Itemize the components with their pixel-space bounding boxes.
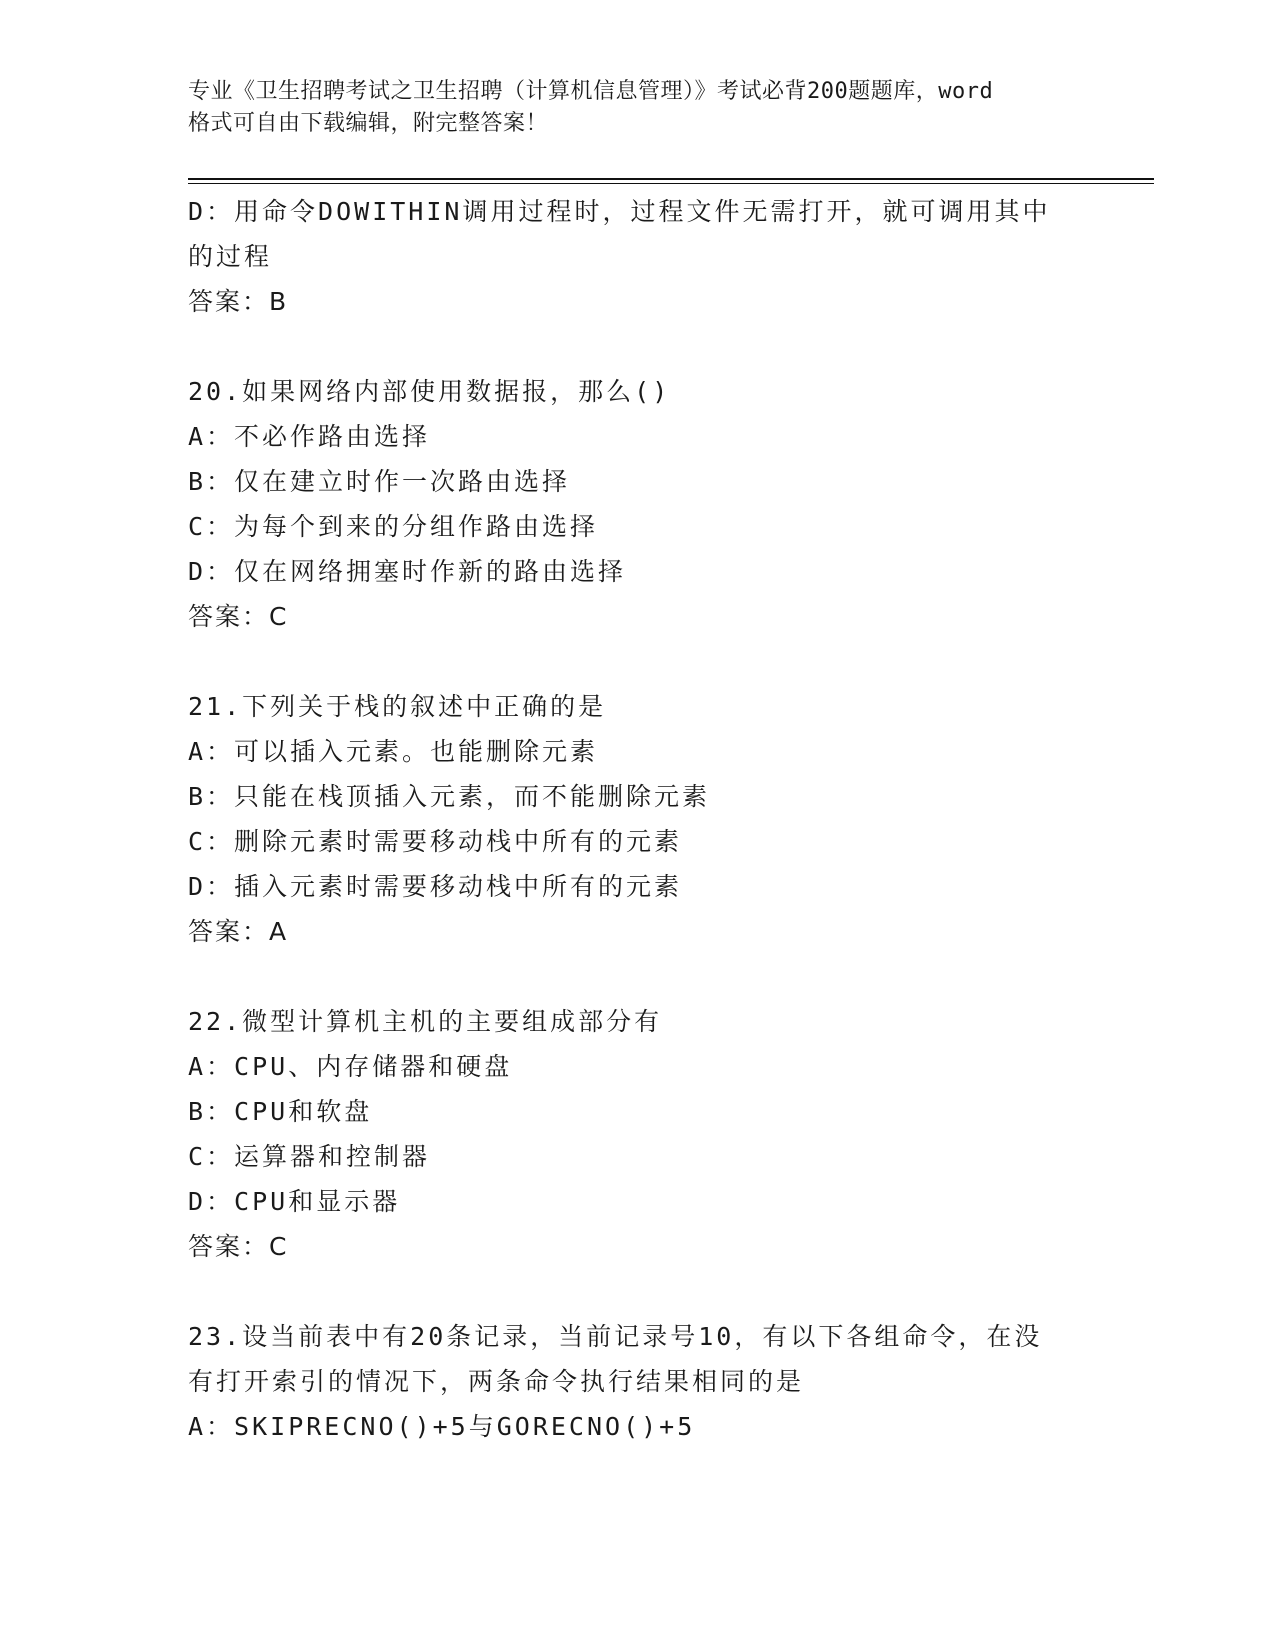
answer: 答案：C — [188, 602, 289, 631]
question-stem: 21.下列关于栈的叙述中正确的是 — [188, 692, 607, 721]
option-d-continued: 的过程 — [188, 242, 273, 271]
option-c: C：删除元素时需要移动栈中所有的元素 — [188, 827, 683, 856]
question-stem-continued: 有打开索引的情况下，两条命令执行结果相同的是 — [188, 1367, 805, 1396]
option-d: D：插入元素时需要移动栈中所有的元素 — [188, 872, 683, 901]
spacer — [188, 325, 1088, 369]
option-c: C：运算器和控制器 — [188, 1142, 431, 1171]
question-stem: 23.设当前表中有20条记录，当前记录号10，有以下各组命令，在没 — [188, 1322, 1043, 1351]
header-title-line-1: 专业《卫生招聘考试之卫生招聘（计算机信息管理）》考试必背200题题库，word — [188, 79, 994, 104]
option-a: A：可以插入元素。也能删除元素 — [188, 737, 599, 766]
option-b: B：仅在建立时作一次路由选择 — [188, 467, 571, 496]
option-d: D：仅在网络拥塞时作新的路由选择 — [188, 557, 627, 586]
option-a: A：CPU、内存储器和硬盘 — [188, 1052, 513, 1081]
spacer — [188, 1270, 1088, 1314]
question-21 — [188, 684, 1088, 955]
header-divider — [188, 178, 1154, 184]
spacer — [188, 640, 1088, 684]
option-d: D：用命令DOWITHIN调用过程时，过程文件无需打开，就可调用其中 — [188, 197, 1051, 226]
option-a: A：不必作路由选择 — [188, 422, 431, 451]
answer: 答案：B — [188, 287, 289, 316]
document-header — [188, 76, 1088, 140]
question-23 — [188, 1314, 1088, 1449]
question-list — [188, 189, 1088, 1449]
option-b: B：只能在栈顶插入元素，而不能删除元素 — [188, 782, 711, 811]
answer: 答案：C — [188, 1232, 289, 1261]
answer: 答案：A — [188, 917, 289, 946]
option-c: C：为每个到来的分组作路由选择 — [188, 512, 599, 541]
question-stem: 22.微型计算机主机的主要组成部分有 — [188, 1007, 663, 1036]
option-a: A：SKIPRECNO()+5与GORECNO()+5 — [188, 1412, 696, 1441]
option-b: B：CPU和软盘 — [188, 1097, 373, 1126]
question-22 — [188, 999, 1088, 1270]
spacer — [188, 955, 1088, 999]
header-title-line-2: 格式可自由下载编辑，附完整答案！ — [188, 111, 549, 136]
question-19-continued — [188, 189, 1088, 325]
question-stem: 20.如果网络内部使用数据报，那么() — [188, 377, 671, 406]
question-20 — [188, 369, 1088, 640]
option-d: D：CPU和显示器 — [188, 1187, 401, 1216]
